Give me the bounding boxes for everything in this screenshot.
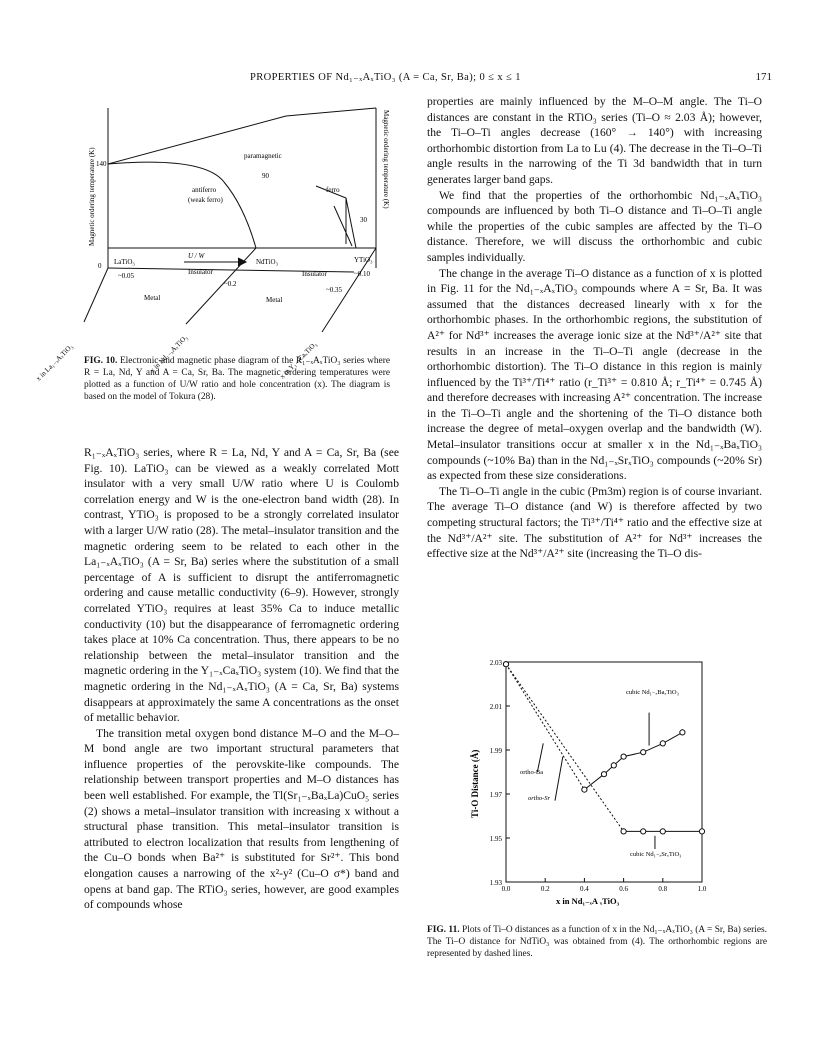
- latio3-label: LaTiO₃: [114, 258, 135, 266]
- axis-nd-label: x in Nd₁₋ₓAₓTiO₃: [148, 333, 190, 375]
- annotation-layer: [520, 689, 681, 858]
- series-ba-ortho-line: [506, 664, 584, 789]
- right-paragraph-1: properties are mainly influenced by the M–O–M angle. The Ti–O distances are constant in the RTiO₃ series (Ti–O ≈ 2.03 Å); however, the Ti–O–Ti angles decrease (160° → 140°) with increasing orthorhombic distortion from La to Lu (4). The decrease in the Ti–O–Ti angle results in the narrowing of the Ti 3d bandwidth that in turn generates larger band gaps.: [427, 95, 762, 186]
- u-over-w-label: U / W: [188, 252, 205, 260]
- left-paragraph-1: R₁₋ₓAₓTiO₃ series, where R = La, Nd, Y and A = Ca, Sr, Ba (see Fig. 10). LaTiO₃ can be viewed as a weakly correlated Mott insulator with a very small U/W ratio where U is Coulomb correlation energy and W is the one-electron band width (28). In contrast, YTiO₃ is proposed to be a strongly correlated insulator with a larger U/W ratio (28). The metal–insulator transition and the magnetic ordering seem to be related to each other in the La₁₋ₓAₓTiO₃ (A = Sr, Ba) series where the substitution of a small percentage of A is sufficient to disrupt the antiferromagnetic ordering and cause metallic conductivity (6–9). However, strongly correlated YTiO₃ requires at least 35% Ca to induce metallic conductivity (10) but the disappearance of ferromagnetic ordering takes place at 10% Ca concentration. Thus, there appears to be no relationship between the metal–insulator transition and the magnetic ordering in the Y₁₋ₓCaₓTiO₃ system (10). We find that the magnetic ordering in the Nd₁₋ₓAₓTiO₃ (A = Ca, Sr, Ba) systems disappears at approximately the same A concentrations as the onset of metallic behavior.: [84, 446, 399, 725]
- right-paragraph-3: The change in the average Ti–O distance as a function of x is plotted in Fig. 11 for the Nd₁₋ₓAₓTiO₃ compounds where A = Sr, Ba. It was assumed that the distances decreased linearly with x for the orthorhombic phases. In the orthorhombic regions, the substitution of A²⁺ for Nd³⁺ increases the average ionic size at the Nd³⁺/A²⁺ site that results in an increase in the Ti–O–Ti angle (decrease in the orthorhombic distortion). The Ti–O distance in this region is mainly influenced by the Ti³⁺/Ti⁴⁺ ratio (r_Ti³⁺ = 0.810 Å; r_Ti⁴⁺ = 0.745 Å) and therefore decreases with increasing A²⁺ concentration. The increase in the Ti–O–Ti angle and the shortening of the Ti–O distance both increase the degree of metal–oxygen overlap and the bandwidth (W). Metal–insulator transitions occur at smaller x in the Nd₁₋ₓBaₓTiO₃ compounds (~10% Ba) than in the Nd₁₋ₓSrₓTiO₃ compounds (~20% Sr) as expected from these size considerations.: [427, 266, 762, 483]
- y-axis-title: Ti-O Distance (Å): [470, 749, 480, 818]
- ferro-label: ferro: [326, 186, 340, 194]
- ndtio3-label: NdTiO₃: [256, 258, 279, 266]
- tick-0: 0: [98, 262, 102, 270]
- antiferro-label: antiferro: [192, 186, 217, 194]
- ortho-sr-label: ortho-Sr: [528, 795, 551, 802]
- figure-11-caption-label: FIG. 11.: [427, 925, 460, 935]
- ui-arrow-head: [238, 258, 246, 266]
- metal-mid-label: Metal: [266, 296, 283, 304]
- paramagnetic-label: paramagnetic: [244, 152, 282, 160]
- cubic-ba-label: cubic Nd₁₋ₓBaₓTiO₃: [626, 689, 679, 696]
- y-tick-label: 1.95: [489, 835, 502, 843]
- figure-10-caption-text: Electronic and magnetic phase diagram of the R₁₋ₓAₓTiO₃ series where R = La, Nd, Y and A = Ca, Sr, Ba. The magnetic ordering temperatures were plotted as a function of U/W ratio and hole concentration (x). The diagram is based on the model of Tokura (28).: [84, 356, 391, 402]
- axis-la-label: x in La₁₋ₓAₓTiO₃: [34, 342, 75, 383]
- x-tick-label: 0.8: [658, 885, 668, 893]
- y-tick-label: 2.03: [489, 659, 502, 667]
- ytio3-label: YTiO₃: [354, 256, 373, 264]
- figure-10-caption: [84, 355, 390, 403]
- x-tick-label: 0.2: [540, 885, 550, 893]
- page-number: 171: [755, 71, 772, 83]
- value-010: ~0.10: [354, 270, 371, 278]
- right-column: [427, 94, 762, 562]
- tick-90: 90: [262, 172, 269, 180]
- data-point-ba: [601, 772, 606, 777]
- value-035: ~0.35: [326, 286, 343, 294]
- x-axis-title: x in Nd₁₋ₓA ₓTiO₃: [556, 896, 620, 906]
- figure-11-chart: [466, 654, 726, 916]
- left-paragraph-2: The transition metal oxygen bond distance M–O and the M–O–M bond angle are two important structural parameters that influence properties of the perovskite-like compounds. The relationship between transport properties and M–O distances has been well established. For example, the Tl(Sr₁₋ₓBaₓLa)CuO₅ series (2) shows a metal–insulator transition with increasing x without a structural phase transition. This metal–insulator transition is attributed to electron localization that results from lengthening of the Cu–O bonds when Ba²⁺ is substituted for Sr²⁺. This bond elongation causes a narrowing of the x²-y² (Cu–O σ*) band and opens at band gap. The RTiO₃ series, however, are good examples of compounds whose: [84, 726, 399, 912]
- x-tick-label: 1.0: [697, 885, 707, 893]
- x-tick-label: 0.0: [501, 885, 511, 893]
- y-tick-label: 2.01: [489, 703, 502, 711]
- data-point-sr: [699, 829, 704, 834]
- data-point-ba: [621, 754, 626, 759]
- figure-11-caption: [427, 924, 767, 960]
- cubic-sr-label: cubic Nd₁₋ₓSrₓTiO₃: [630, 851, 682, 858]
- data-point-ba: [641, 750, 646, 755]
- annotation-arrow: [555, 757, 563, 801]
- right-paragraph-2: We find that the properties of the orthorhombic Nd₁₋ₓAₓTiO₃ compounds are influenced by both Ti–O distance and Ti–O–Ti angle while the properties of the cubic samples are affected by the Ti–O distance. Therefore, we will discuss the orthorhombic and cubic samples individually.: [427, 188, 762, 264]
- data-point-ba: [611, 763, 616, 768]
- data-point-ba: [660, 741, 665, 746]
- metal-left-label: Metal: [144, 294, 161, 302]
- value-005: ~0.05: [118, 272, 135, 280]
- top-line-right: [286, 108, 376, 116]
- y-right-label: Magnetic ordering temperature (K): [382, 110, 390, 209]
- y-tick-label: 1.97: [489, 791, 502, 799]
- series-ba-cubic-line: [584, 732, 682, 789]
- running-head: PROPERTIES OF Nd₁₋ₓAₓTiO₃ (A = Ca, Sr, Ba); 0 ≤ x ≤ 1: [250, 72, 521, 83]
- axis-y-label: x in Y₁₋ₓCaₓTiO₃: [278, 340, 319, 381]
- ferro-dome: [316, 186, 356, 248]
- figure-11-caption-text: Plots of Ti–O distances as a function of x in the Nd₁₋ₓAₓTiO₃ (A = Sr, Ba) series. The Ti–O distance for NdTiO₃ was obtained from (4). The orthorhombic regions are represented by dashed lines.: [427, 925, 767, 959]
- y-tick-label: 1.99: [489, 747, 502, 755]
- ortho-ba-label: ortho-Ba: [520, 769, 544, 776]
- page-header: [0, 71, 832, 89]
- x-tick-label: 0.4: [580, 885, 589, 893]
- x-tick-label: 0.6: [619, 885, 628, 893]
- data-point-ba: [680, 730, 685, 735]
- insulator-left-label: Insulator: [188, 268, 213, 276]
- data-point-sr: [641, 829, 646, 834]
- y-left-label: Magnetic ordering temperature (K): [88, 147, 96, 246]
- value-02: ~0.2: [224, 280, 237, 288]
- data-point-sr: [660, 829, 665, 834]
- right-paragraph-4: The Ti–O–Ti angle in the cubic (Pm3m) region is of course invariant. The average Ti–O distance (and W) is therefore affected by two competing structural factors; the Ti³⁺/Ti⁴⁺ ratio and the effective size at the Nd³⁺/A²⁺ site. The substitution of A²⁺ for Nd³⁺ increases the effective size at the Nd³⁺/A²⁺ site (increasing the Ti–O dis-: [427, 484, 762, 561]
- antiferro-dome: [108, 162, 256, 248]
- left-column: [84, 445, 399, 913]
- data-point-sr: [621, 829, 626, 834]
- weak-ferro-label: (weak ferro): [188, 196, 223, 204]
- figure-10-caption-label: FIG. 10.: [84, 356, 118, 366]
- annotation-arrow: [537, 743, 543, 772]
- series-sr-ortho-line: [506, 664, 624, 831]
- y-tick-label: 1.93: [489, 879, 502, 887]
- data-point-ba: [582, 787, 587, 792]
- tick-30: 30: [360, 216, 367, 224]
- tick-140: 140: [96, 160, 107, 168]
- insulator-right-label: Insulator: [302, 270, 327, 278]
- base-edge: [84, 268, 108, 322]
- data-point-sr: [503, 662, 508, 667]
